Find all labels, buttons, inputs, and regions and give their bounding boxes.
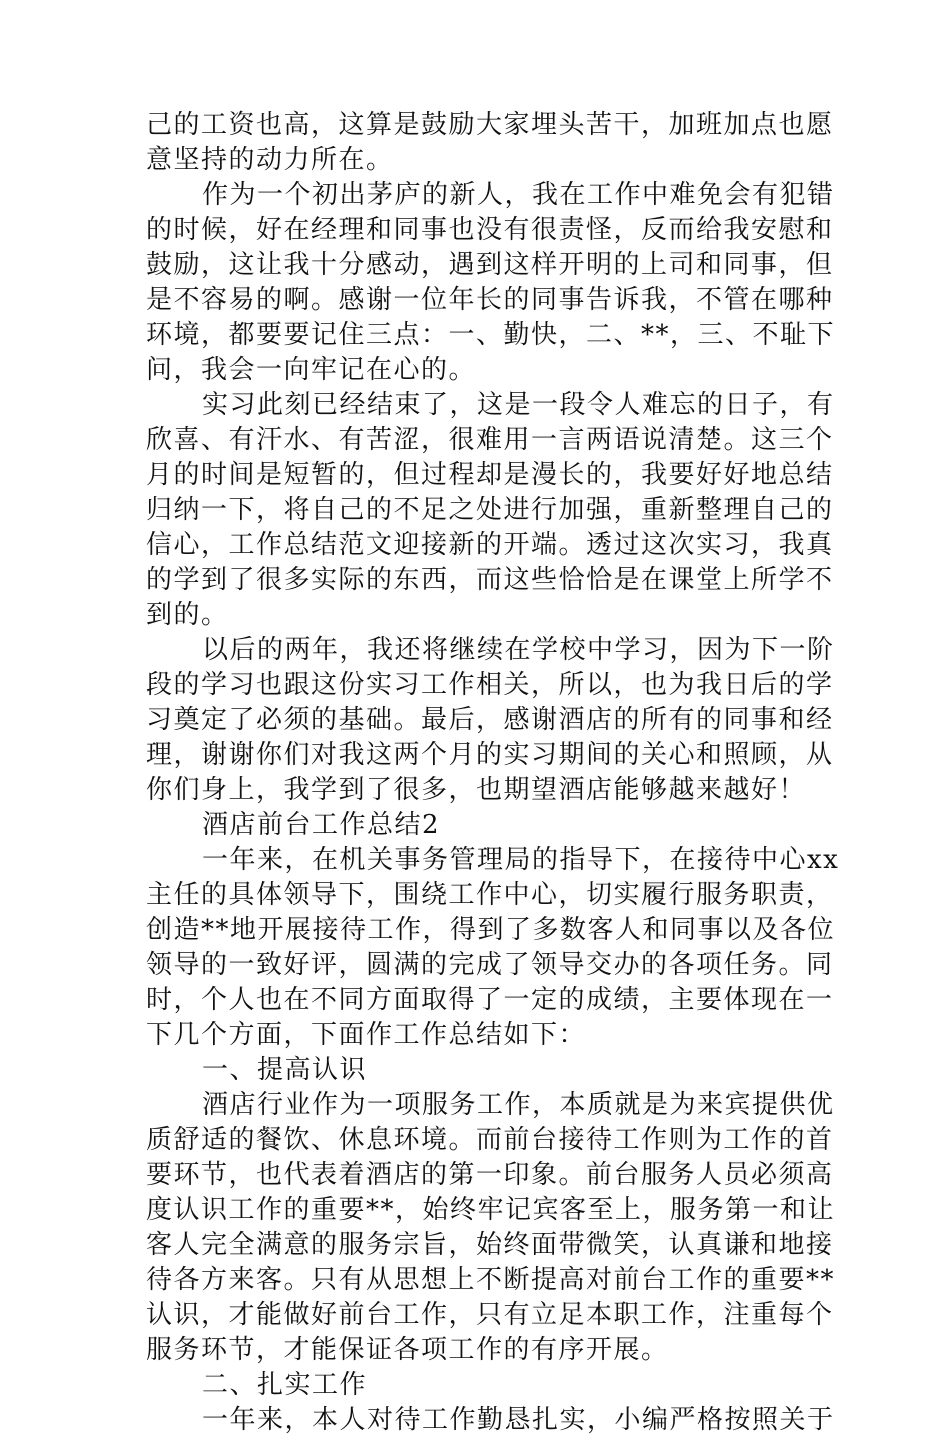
text-line: 待各方来客。只有从思想上不断提高对前台工作的重要** (146, 1265, 836, 1295)
paragraph-6 (146, 843, 840, 1053)
text-line: 实习此刻已经结束了，这是一段令人难忘的日子，有 (202, 390, 835, 420)
document-page (146, 108, 840, 1438)
text-line: 作为一个初出茅庐的新人，我在工作中难免会有犯错 (202, 180, 835, 210)
subheading-2 (146, 1368, 810, 1403)
text-line: 习奠定了必须的基础。最后，感谢酒店的所有的同事和经 (146, 705, 834, 735)
text-line: 要环节，也代表着酒店的第一印象。前台服务人员必须高 (146, 1160, 834, 1190)
text-line: 段的学习也跟这份实习工作相关，所以，也为我日后的学 (146, 670, 834, 700)
subheading-1 (146, 1053, 810, 1088)
text-line: 二、扎实工作 (202, 1370, 368, 1400)
text-line: 月的时间是短暂的，但过程却是漫长的，我要好好地总结 (146, 460, 834, 490)
text-line: 是不容易的啊。感谢一位年长的同事告诉我，不管在哪种 (146, 285, 834, 315)
text-line: 理，谢谢你们对我这两个月的实习期间的关心和照顾，从 (146, 740, 834, 770)
text-line: 到的。 (146, 600, 229, 630)
text-line: 度认识工作的重要**，始终牢记宾客至上，服务第一和让 (146, 1195, 836, 1225)
text-line: 酒店行业作为一项服务工作，本质就是为来宾提供优 (202, 1090, 835, 1120)
text-line: 欣喜、有汗水、有苦涩，很难用一言两语说清楚。这三个 (146, 425, 834, 455)
paragraph-8 (146, 1088, 836, 1368)
text-line: 认识，才能做好前台工作，只有立足本职工作，注重每个 (146, 1300, 834, 1330)
text-line: 时，个人也在不同方面取得了一定的成绩，主要体现在一 (146, 985, 834, 1015)
text-line: 下几个方面，下面作工作总结如下： (146, 1020, 587, 1050)
paragraph-3 (146, 388, 835, 633)
text-line: 环境，都要要记住三点：一、勤快，二、**，三、不耻下 (146, 320, 836, 350)
text-line: 的时候，好在经理和同事也没有很责怪，反而给我安慰和 (146, 215, 834, 245)
text-line: 质舒适的餐饮、休息环境。而前台接待工作则为工作的首 (146, 1125, 834, 1155)
paragraph-10 (146, 1403, 835, 1438)
text-line: 的学到了很多实际的东西，而这些恰恰是在课堂上所学不 (146, 565, 834, 595)
paragraph-2 (146, 178, 836, 388)
text-line: 客人完全满意的服务宗旨，始终面带微笑，认真谦和地接 (146, 1230, 834, 1260)
section-title (146, 808, 810, 843)
text-line: 己的工资也高，这算是鼓励大家埋头苦干，加班加点也愿 (146, 110, 834, 140)
text-line: 以后的两年，我还将继续在学校中学习，因为下一阶 (202, 635, 835, 665)
text-line: 服务环节，才能保证各项工作的有序开展。 (146, 1335, 669, 1365)
text-line: 领导的一致好评，圆满的完成了领导交办的各项任务。同 (146, 950, 834, 980)
text-line: 意坚持的动力所在。 (146, 145, 394, 175)
text-line: 归纳一下，将自己的不足之处进行加强，重新整理自己的 (146, 495, 834, 525)
text-line: 酒店前台工作总结2 (202, 810, 441, 840)
paragraph-4 (146, 633, 835, 808)
paragraph-1 (146, 108, 834, 178)
text-line: 鼓励，这让我十分感动，遇到这样开明的上司和同事，但 (146, 250, 834, 280)
text-line: 一、提高认识 (202, 1055, 368, 1085)
text-line: 创造**地开展接待工作，得到了多数客人和同事以及各位 (146, 915, 836, 945)
text-line: 一年来，本人对待工作勤恳扎实，小编严格按照关于 (202, 1405, 835, 1435)
text-line: 主任的具体领导下，围绕工作中心，切实履行服务职责， (146, 880, 834, 910)
text-line: 信心，工作总结范文迎接新的开端。透过这次实习，我真 (146, 530, 834, 560)
text-line: 一年来，在机关事务管理局的指导下，在接待中心xx (202, 845, 840, 875)
text-line: 问，我会一向牢记在心的。 (146, 355, 477, 385)
text-line: 你们身上，我学到了很多，也期望酒店能够越来越好！ (146, 775, 807, 805)
